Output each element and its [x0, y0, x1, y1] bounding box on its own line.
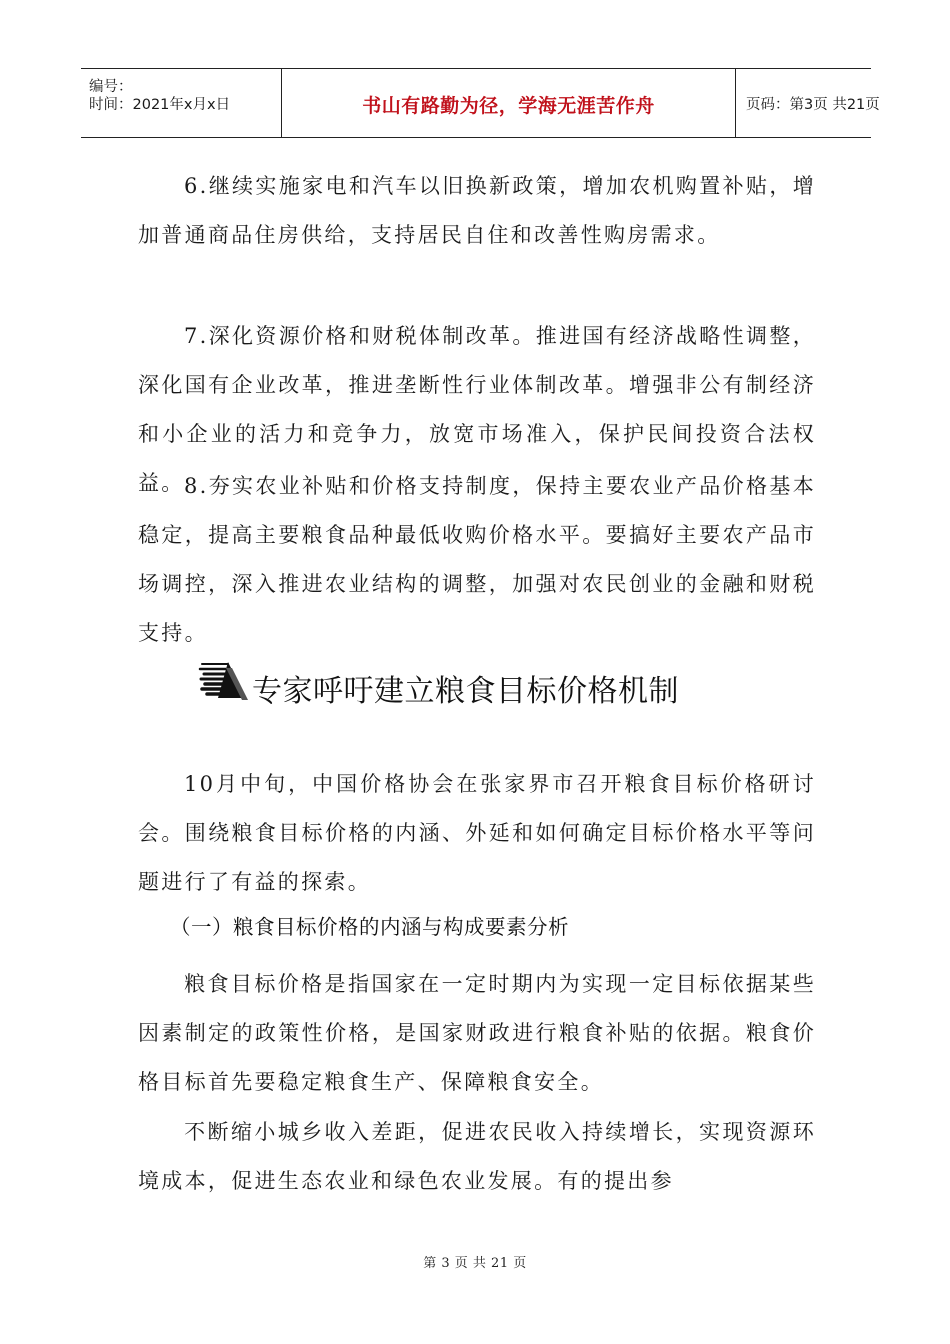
- paragraph-8: [138, 462, 816, 658]
- section-intro-text: 10月中旬，中国价格协会在张家界市召开粮食目标价格研讨会。围绕粮食目标价格的内涵、外延和如何确定目标价格水平等问题进行了有益的探索。: [138, 772, 816, 894]
- section-body-2-text: 不断缩小城乡收入差距，促进农民收入持续增长，实现资源环境成本，促进生态农业和绿色农业发展。有的提出参: [138, 1120, 816, 1193]
- section-banner: [198, 656, 758, 720]
- section-body-1: [138, 960, 816, 1107]
- time-label: 时间：2021年x月x日: [89, 97, 231, 113]
- banner-stripes-icon: [198, 658, 250, 706]
- section-intro: [138, 760, 816, 907]
- document-header: [81, 68, 880, 138]
- header-motto-cell: [281, 69, 736, 137]
- section-body-1-text: 粮食目标价格是指国家在一定时期内为实现一定目标依据某些因素制定的政策性价格，是国家财政进行粮食补贴的依据。粮食价格目标首先要稳定粮食生产、保障粮食安全。: [138, 972, 816, 1094]
- number-label: 编号：: [89, 79, 133, 95]
- header-page-cell: [736, 69, 880, 137]
- paragraph-7-text: 7.深化资源价格和财税体制改革。推进国有经济战略性调整，深化国有企业改革，推进垄断性行业体制改革。增强非公有制经济和小企业的活力和竞争力，放宽市场准入，保护民间投资合法权益。: [138, 324, 816, 495]
- section-body-2: [138, 1108, 816, 1206]
- paragraph-6: [138, 162, 816, 260]
- page-footer: 第 3 页 共 21 页: [423, 1256, 527, 1271]
- header-meta-cell: [81, 69, 281, 137]
- motto-text: 书山有路勤为径，学海无涯苦作舟: [362, 95, 655, 117]
- paragraph-6-text: 6.继续实施家电和汽车以旧换新政策，增加农机购置补贴，增加普通商品住房供给，支持居民自住和改善性购房需求。: [138, 174, 816, 247]
- section-title: 专家呼吁建立粮食目标价格机制: [252, 674, 679, 709]
- header-page-label: 页码：第3页 共21页: [746, 97, 880, 113]
- paragraph-8-text: 8.夯实农业补贴和价格支持制度，保持主要农业产品价格基本稳定，提高主要粮食品种最低收购价格水平。要搞好主要农产品市场调控，深入推进农业结构的调整，加强对农民创业的金融和财税支持。: [138, 474, 816, 645]
- subheading: （一）粮食目标价格的内涵与构成要素分析: [170, 915, 569, 939]
